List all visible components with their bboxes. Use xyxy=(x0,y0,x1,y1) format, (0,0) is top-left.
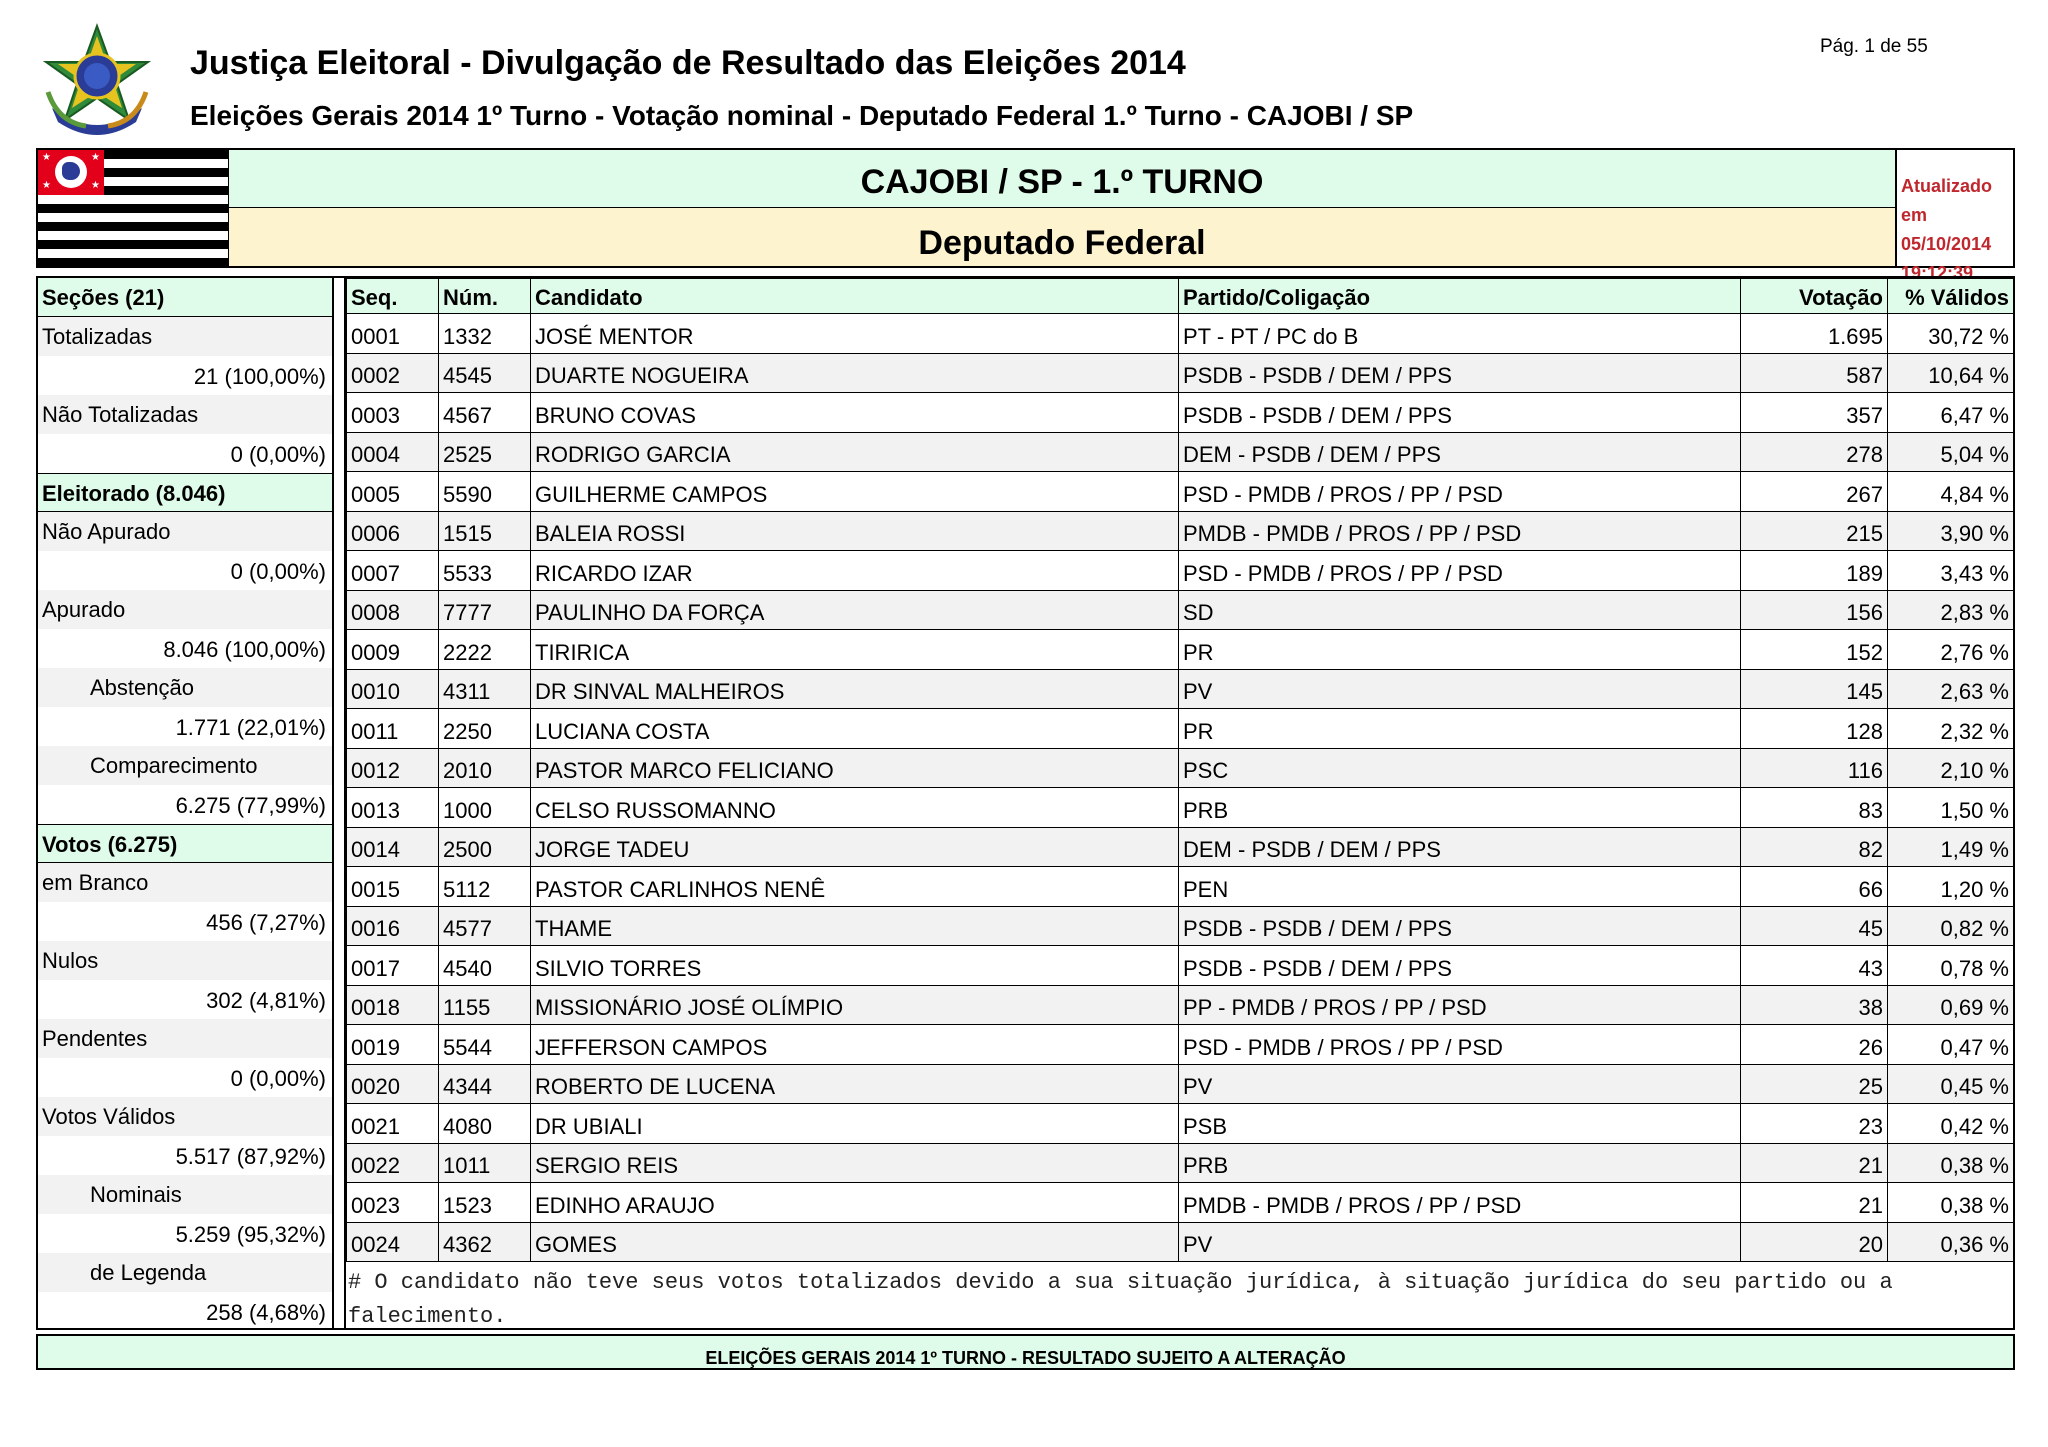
cell-num: 7777 xyxy=(439,590,531,630)
stats-label: Apurado xyxy=(38,590,332,629)
cell-party: PSD - PMDB / PROS / PP / PSD xyxy=(1179,551,1741,591)
cell-candidate: JEFFERSON CAMPOS xyxy=(531,1025,1179,1065)
cell-seq: 0011 xyxy=(347,709,439,749)
cell-votes: 82 xyxy=(1741,827,1888,867)
cell-votes: 278 xyxy=(1741,432,1888,472)
cell-valid-pct: 3,90 % xyxy=(1888,511,2014,551)
cell-votes: 23 xyxy=(1741,1104,1888,1144)
stats-section-header: Eleitorado (8.046) xyxy=(38,473,332,512)
cell-seq: 0006 xyxy=(347,511,439,551)
cell-valid-pct: 5,04 % xyxy=(1888,432,2014,472)
stats-label: Abstenção xyxy=(38,668,332,707)
cell-num: 1332 xyxy=(439,314,531,354)
cell-valid-pct: 30,72 % xyxy=(1888,314,2014,354)
col-num: Núm. xyxy=(439,279,531,314)
stats-section-header: Votos (6.275) xyxy=(38,824,332,863)
stats-value: 21 (100,00%) xyxy=(193,364,326,389)
cell-votes: 189 xyxy=(1741,551,1888,591)
cell-seq: 0015 xyxy=(347,867,439,907)
table-row xyxy=(347,1025,2014,1065)
stats-label: Totalizadas xyxy=(38,317,332,356)
coat-of-arms-icon xyxy=(38,22,156,140)
col-party: Partido/Coligação xyxy=(1179,279,1741,314)
page-subtitle: Eleições Gerais 2014 1º Turno - Votação nominal - Deputado Federal 1.º Turno - CAJOBI / SP xyxy=(190,100,1414,131)
cell-num: 1000 xyxy=(439,788,531,828)
cell-candidate: MISSIONÁRIO JOSÉ OLÍMPIO xyxy=(531,985,1179,1025)
cell-candidate: SERGIO REIS xyxy=(531,1143,1179,1183)
cell-num: 4545 xyxy=(439,353,531,393)
stats-label: Nulos xyxy=(38,941,332,980)
table-row xyxy=(347,985,2014,1025)
col-candidate: Candidato xyxy=(531,279,1179,314)
cell-seq: 0014 xyxy=(347,827,439,867)
table-row xyxy=(347,551,2014,591)
cell-valid-pct: 0,82 % xyxy=(1888,906,2014,946)
cell-num: 5544 xyxy=(439,1025,531,1065)
cell-num: 1011 xyxy=(439,1143,531,1183)
cell-votes: 38 xyxy=(1741,985,1888,1025)
table-row xyxy=(347,393,2014,433)
cell-num: 4540 xyxy=(439,946,531,986)
stats-panel xyxy=(36,276,334,1330)
table-row xyxy=(347,511,2014,551)
results-table-container xyxy=(344,276,2015,1330)
stats-label: Votos Válidos xyxy=(38,1097,332,1136)
cell-seq: 0023 xyxy=(347,1183,439,1223)
stats-label: em Branco xyxy=(38,863,332,902)
stats-label: Nominais xyxy=(38,1175,332,1214)
col-valid-pct: % Válidos xyxy=(1888,279,2014,314)
table-row xyxy=(347,630,2014,670)
cell-party: PRB xyxy=(1179,1143,1741,1183)
cell-party: PSD - PMDB / PROS / PP / PSD xyxy=(1179,1025,1741,1065)
cell-valid-pct: 2,76 % xyxy=(1888,630,2014,670)
stats-value: 5.259 (95,32%) xyxy=(175,1222,326,1247)
cell-votes: 21 xyxy=(1741,1183,1888,1223)
cell-seq: 0017 xyxy=(347,946,439,986)
cell-num: 5112 xyxy=(439,867,531,907)
cell-seq: 0016 xyxy=(347,906,439,946)
cell-valid-pct: 10,64 % xyxy=(1888,353,2014,393)
banner-office: Deputado Federal xyxy=(228,208,1895,266)
table-row xyxy=(347,314,2014,354)
cell-candidate: PASTOR CARLINHOS NENÊ xyxy=(531,867,1179,907)
cell-num: 4362 xyxy=(439,1222,531,1262)
cell-candidate: ROBERTO DE LUCENA xyxy=(531,1064,1179,1104)
table-row xyxy=(347,1104,2014,1144)
cell-num: 2525 xyxy=(439,432,531,472)
cell-party: PSDB - PSDB / DEM / PPS xyxy=(1179,353,1741,393)
table-row xyxy=(347,590,2014,630)
cell-candidate: LUCIANA COSTA xyxy=(531,709,1179,749)
cell-votes: 156 xyxy=(1741,590,1888,630)
cell-valid-pct: 0,69 % xyxy=(1888,985,2014,1025)
stats-value: 8.046 (100,00%) xyxy=(163,637,326,662)
cell-party: DEM - PSDB / DEM / PPS xyxy=(1179,432,1741,472)
cell-votes: 43 xyxy=(1741,946,1888,986)
footer-disclaimer: ELEIÇÕES GERAIS 2014 1º TURNO - RESULTADO SUJEITO A ALTERAÇÃO xyxy=(36,1334,2015,1370)
cell-seq: 0007 xyxy=(347,551,439,591)
results-table xyxy=(346,278,2014,1262)
cell-num: 4567 xyxy=(439,393,531,433)
table-row xyxy=(347,1183,2014,1223)
cell-valid-pct: 0,38 % xyxy=(1888,1143,2014,1183)
cell-candidate: GUILHERME CAMPOS xyxy=(531,472,1179,512)
cell-seq: 0013 xyxy=(347,788,439,828)
cell-party: PT - PT / PC do B xyxy=(1179,314,1741,354)
stats-value: 456 (7,27%) xyxy=(206,910,326,935)
table-row xyxy=(347,709,2014,749)
cell-votes: 145 xyxy=(1741,669,1888,709)
cell-votes: 267 xyxy=(1741,472,1888,512)
stats-label: Não Totalizadas xyxy=(38,395,332,434)
cell-seq: 0001 xyxy=(347,314,439,354)
stats-value: 0 (0,00%) xyxy=(230,559,326,584)
cell-party: PSDB - PSDB / DEM / PPS xyxy=(1179,906,1741,946)
cell-num: 2500 xyxy=(439,827,531,867)
table-row xyxy=(347,827,2014,867)
stats-label: Não Apurado xyxy=(38,512,332,551)
cell-seq: 0022 xyxy=(347,1143,439,1183)
cell-num: 5533 xyxy=(439,551,531,591)
cell-votes: 357 xyxy=(1741,393,1888,433)
cell-party: PSD - PMDB / PROS / PP / PSD xyxy=(1179,472,1741,512)
cell-candidate: PAULINHO DA FORÇA xyxy=(531,590,1179,630)
results-banner xyxy=(36,148,2015,283)
cell-candidate: JORGE TADEU xyxy=(531,827,1179,867)
cell-valid-pct: 0,38 % xyxy=(1888,1183,2014,1223)
stats-value: 258 (4,68%) xyxy=(206,1300,326,1325)
updated-label: Atualizado em xyxy=(1901,176,1993,225)
cell-party: PMDB - PMDB / PROS / PP / PSD xyxy=(1179,511,1741,551)
cell-valid-pct: 2,32 % xyxy=(1888,709,2014,749)
stats-value: 5.517 (87,92%) xyxy=(175,1144,326,1169)
col-seq: Seq. xyxy=(347,279,439,314)
cell-party: PV xyxy=(1179,669,1741,709)
table-row xyxy=(347,788,2014,828)
table-row xyxy=(347,432,2014,472)
cell-votes: 20 xyxy=(1741,1222,1888,1262)
stats-value: 1.771 (22,01%) xyxy=(175,715,326,740)
cell-party: PR xyxy=(1179,630,1741,670)
page-number: Pág. 1 de 55 xyxy=(1820,36,1928,57)
cell-seq: 0020 xyxy=(347,1064,439,1104)
cell-votes: 66 xyxy=(1741,867,1888,907)
cell-party: PP - PMDB / PROS / PP / PSD xyxy=(1179,985,1741,1025)
sao-paulo-flag-icon: ★ ★ ★ ★ xyxy=(38,150,228,266)
cell-seq: 0004 xyxy=(347,432,439,472)
cell-num: 1515 xyxy=(439,511,531,551)
page-title: Justiça Eleitoral - Divulgação de Resultado das Eleições 2014 xyxy=(190,44,1186,82)
cell-seq: 0018 xyxy=(347,985,439,1025)
cell-seq: 0019 xyxy=(347,1025,439,1065)
table-row xyxy=(347,946,2014,986)
update-info xyxy=(1895,150,2013,283)
updated-time: 19:12:39 xyxy=(1901,263,1974,283)
cell-seq: 0012 xyxy=(347,748,439,788)
stats-value: 6.275 (77,99%) xyxy=(175,793,326,818)
cell-candidate: RICARDO IZAR xyxy=(531,551,1179,591)
stats-label: de Legenda xyxy=(38,1253,332,1292)
cell-votes: 25 xyxy=(1741,1064,1888,1104)
table-row xyxy=(347,669,2014,709)
cell-candidate: GOMES xyxy=(531,1222,1179,1262)
table-row xyxy=(347,748,2014,788)
cell-party: PMDB - PMDB / PROS / PP / PSD xyxy=(1179,1183,1741,1223)
cell-votes: 45 xyxy=(1741,906,1888,946)
stats-value: 302 (4,81%) xyxy=(206,988,326,1013)
cell-candidate: BRUNO COVAS xyxy=(531,393,1179,433)
table-header-row xyxy=(347,279,2014,314)
cell-candidate: EDINHO ARAUJO xyxy=(531,1183,1179,1223)
cell-votes: 128 xyxy=(1741,709,1888,749)
stats-value: 0 (0,00%) xyxy=(230,1066,326,1091)
cell-num: 2250 xyxy=(439,709,531,749)
cell-num: 4080 xyxy=(439,1104,531,1144)
cell-valid-pct: 3,43 % xyxy=(1888,551,2014,591)
cell-party: PSDB - PSDB / DEM / PPS xyxy=(1179,393,1741,433)
legal-note: # O candidato não teve seus votos totalizados devido a sua situação jurídica, à situação jurídica do seu partido ou a falecimento. xyxy=(348,1270,1893,1329)
updated-date: 05/10/2014 xyxy=(1901,234,1992,254)
cell-candidate: BALEIA ROSSI xyxy=(531,511,1179,551)
table-row xyxy=(347,1222,2014,1262)
stats-label: Pendentes xyxy=(38,1019,332,1058)
cell-valid-pct: 0,36 % xyxy=(1888,1222,2014,1262)
cell-valid-pct: 1,49 % xyxy=(1888,827,2014,867)
cell-party: PSB xyxy=(1179,1104,1741,1144)
cell-votes: 215 xyxy=(1741,511,1888,551)
stats-value: 0 (0,00%) xyxy=(230,442,326,467)
cell-candidate: CELSO RUSSOMANNO xyxy=(531,788,1179,828)
cell-seq: 0021 xyxy=(347,1104,439,1144)
cell-votes: 21 xyxy=(1741,1143,1888,1183)
cell-seq: 0024 xyxy=(347,1222,439,1262)
cell-valid-pct: 2,10 % xyxy=(1888,748,2014,788)
cell-candidate: RODRIGO GARCIA xyxy=(531,432,1179,472)
cell-seq: 0003 xyxy=(347,393,439,433)
cell-valid-pct: 4,84 % xyxy=(1888,472,2014,512)
cell-valid-pct: 2,83 % xyxy=(1888,590,2014,630)
cell-valid-pct: 0,42 % xyxy=(1888,1104,2014,1144)
cell-party: PSDB - PSDB / DEM / PPS xyxy=(1179,946,1741,986)
cell-valid-pct: 0,78 % xyxy=(1888,946,2014,986)
cell-valid-pct: 0,47 % xyxy=(1888,1025,2014,1065)
cell-num: 2010 xyxy=(439,748,531,788)
cell-votes: 587 xyxy=(1741,353,1888,393)
cell-votes: 152 xyxy=(1741,630,1888,670)
cell-votes: 83 xyxy=(1741,788,1888,828)
col-votes: Votação xyxy=(1741,279,1888,314)
cell-valid-pct: 2,63 % xyxy=(1888,669,2014,709)
cell-num: 2222 xyxy=(439,630,531,670)
cell-seq: 0005 xyxy=(347,472,439,512)
cell-num: 4344 xyxy=(439,1064,531,1104)
cell-party: PV xyxy=(1179,1064,1741,1104)
cell-candidate: DR UBIALI xyxy=(531,1104,1179,1144)
cell-party: PRB xyxy=(1179,788,1741,828)
cell-party: PSC xyxy=(1179,748,1741,788)
cell-seq: 0002 xyxy=(347,353,439,393)
cell-party: SD xyxy=(1179,590,1741,630)
table-row xyxy=(347,867,2014,907)
cell-candidate: TIRIRICA xyxy=(531,630,1179,670)
cell-seq: 0010 xyxy=(347,669,439,709)
table-row xyxy=(347,1064,2014,1104)
cell-votes: 116 xyxy=(1741,748,1888,788)
cell-candidate: DUARTE NOGUEIRA xyxy=(531,353,1179,393)
cell-num: 4577 xyxy=(439,906,531,946)
table-row xyxy=(347,1143,2014,1183)
stats-label: Comparecimento xyxy=(38,746,332,785)
banner-location: CAJOBI / SP - 1.º TURNO xyxy=(228,150,1895,208)
cell-num: 5590 xyxy=(439,472,531,512)
table-row xyxy=(347,906,2014,946)
cell-num: 4311 xyxy=(439,669,531,709)
column-divider xyxy=(334,276,344,1330)
cell-party: DEM - PSDB / DEM / PPS xyxy=(1179,827,1741,867)
cell-party: PR xyxy=(1179,709,1741,749)
cell-valid-pct: 0,45 % xyxy=(1888,1064,2014,1104)
cell-num: 1155 xyxy=(439,985,531,1025)
cell-num: 1523 xyxy=(439,1183,531,1223)
cell-votes: 1.695 xyxy=(1741,314,1888,354)
cell-valid-pct: 6,47 % xyxy=(1888,393,2014,433)
cell-valid-pct: 1,50 % xyxy=(1888,788,2014,828)
cell-seq: 0009 xyxy=(347,630,439,670)
cell-party: PEN xyxy=(1179,867,1741,907)
cell-candidate: THAME xyxy=(531,906,1179,946)
cell-valid-pct: 1,20 % xyxy=(1888,867,2014,907)
cell-candidate: JOSÉ MENTOR xyxy=(531,314,1179,354)
cell-seq: 0008 xyxy=(347,590,439,630)
cell-party: PV xyxy=(1179,1222,1741,1262)
cell-candidate: DR SINVAL MALHEIROS xyxy=(531,669,1179,709)
cell-candidate: SILVIO TORRES xyxy=(531,946,1179,986)
cell-candidate: PASTOR MARCO FELICIANO xyxy=(531,748,1179,788)
table-row xyxy=(347,472,2014,512)
table-row xyxy=(347,353,2014,393)
stats-section-header: Seções (21) xyxy=(38,278,332,317)
cell-votes: 26 xyxy=(1741,1025,1888,1065)
